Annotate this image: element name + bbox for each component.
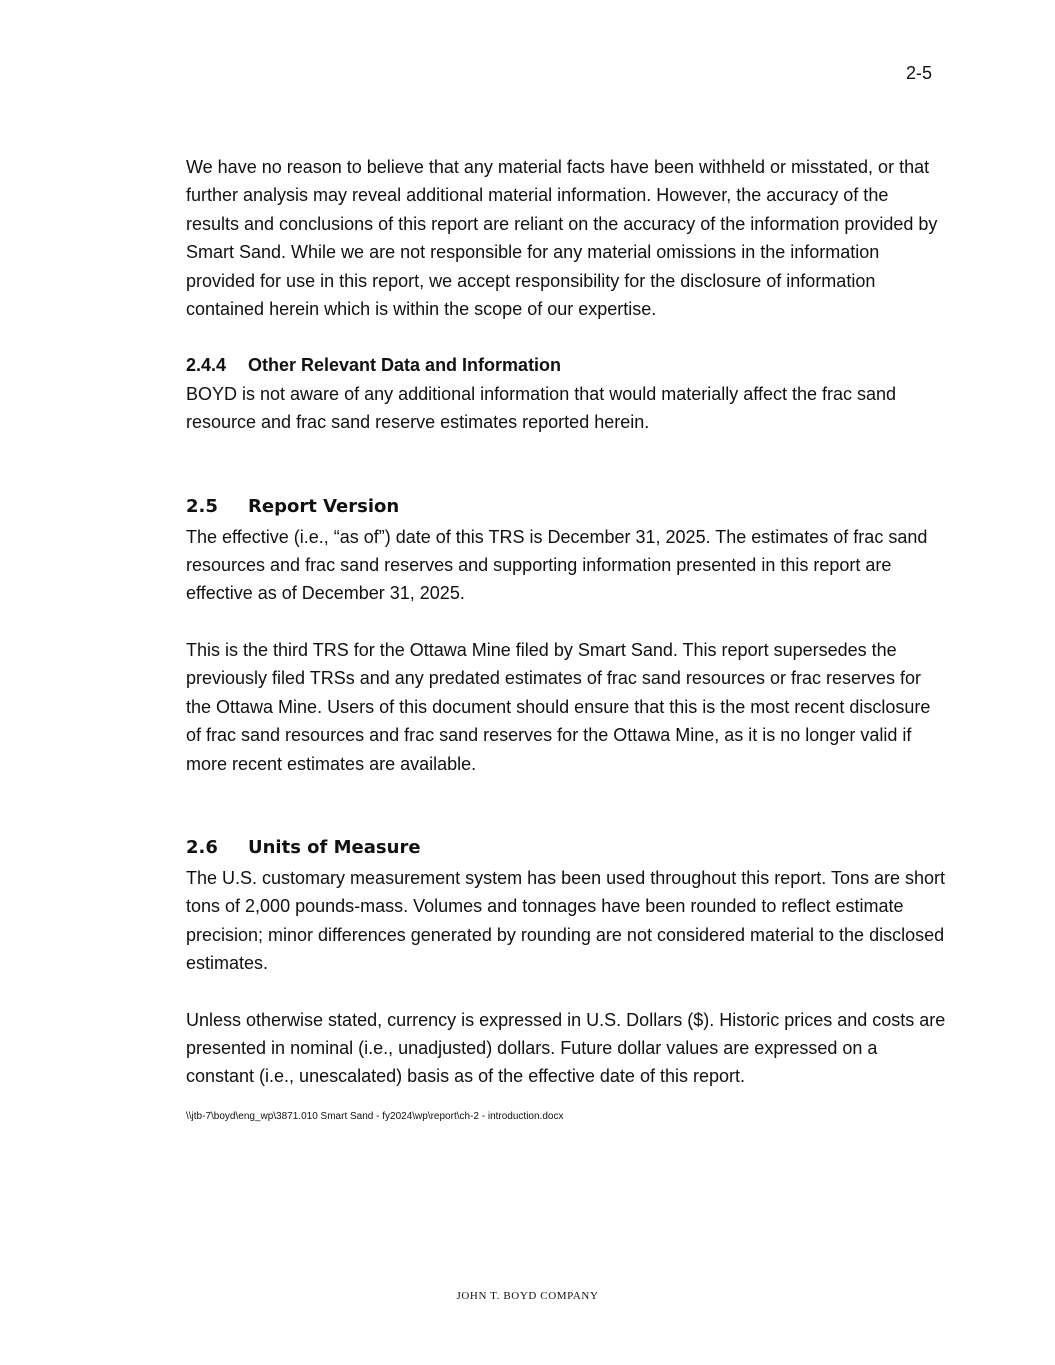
paragraph-measurement-system: The U.S. customary measurement system has been used throughout this report. Tons are short tons of 2,000 pounds-mass. Volumes and tonnages have been rounded to reflect estimate precision; minor differences generated by rounding are not considered material to the disclosed estimates.: [186, 867, 946, 974]
spacer: [186, 608, 946, 636]
document-body: [186, 153, 946, 1124]
footer-company-name: JOHN T. BOYD COMPANY: [456, 1290, 599, 1302]
section-number: 2.6: [186, 836, 218, 858]
paragraph-currency: Unless otherwise stated, currency is expressed in U.S. Dollars ($). Historic prices and costs are presented in nominal (i.e., unadjusted) dollars. Future dollar values are expressed on a constant (i.e., unescalated) basis as of the effective date of this report.: [186, 1009, 946, 1087]
paragraph-third-trs: This is the third TRS for the Ottawa Mine filed by Smart Sand. This report supersedes the previously filed TRSs and any predated estimates of frac sand resources or frac reserves for the Ottawa Mine. Users of this document should ensure that this is the most recent disclosure of frac sand resources and frac sand reserves for the Ottawa Mine, as it is no longer valid if more recent estimates are available.: [186, 639, 931, 774]
section-title: Report Version: [248, 495, 400, 517]
paragraph-effective-date: The effective (i.e., “as of”) date of this TRS is December 31, 2025. The estimates of frac sand resources and frac sand reserves and supporting information presented in this report are effective as of December 31, 2025.: [186, 526, 928, 604]
paragraph-other-relevant-data: BOYD is not aware of any additional information that would materially affect the frac sand resource and frac sand reserve estimates reported herein.: [186, 383, 897, 433]
spacer: [186, 323, 946, 351]
section-2-6-heading: [186, 834, 946, 862]
spacer: [186, 978, 946, 1006]
spacer: [186, 437, 946, 493]
section-2-4-4-heading: [186, 351, 946, 379]
file-path: \\jtb-7\boyd\eng_wp\3871.010 Smart Sand - fy2024\wp\report\ch-2 - introduction.docx: [186, 1110, 564, 1122]
section-2-5-heading: [186, 493, 946, 521]
paragraph-material-facts: We have no reason to believe that any material facts have been withheld or misstated, or that further analysis may reveal additional material information. However, the accuracy of the results and conclusions of this report are reliant on the accuracy of the information provided by Smart Sand. While we are not responsible for any material omissions in the information provided for use in this report, we accept responsibility for the disclosure of information contained herein which is within the scope of our expertise.: [186, 157, 938, 320]
section-number: 2.5: [186, 495, 218, 517]
section-number: 2.4.4: [186, 355, 227, 376]
section-title: Units of Measure: [248, 836, 421, 858]
page-number: 2-5: [905, 63, 932, 83]
spacer: [186, 778, 946, 834]
section-title: Other Relevant Data and Information: [248, 355, 562, 376]
